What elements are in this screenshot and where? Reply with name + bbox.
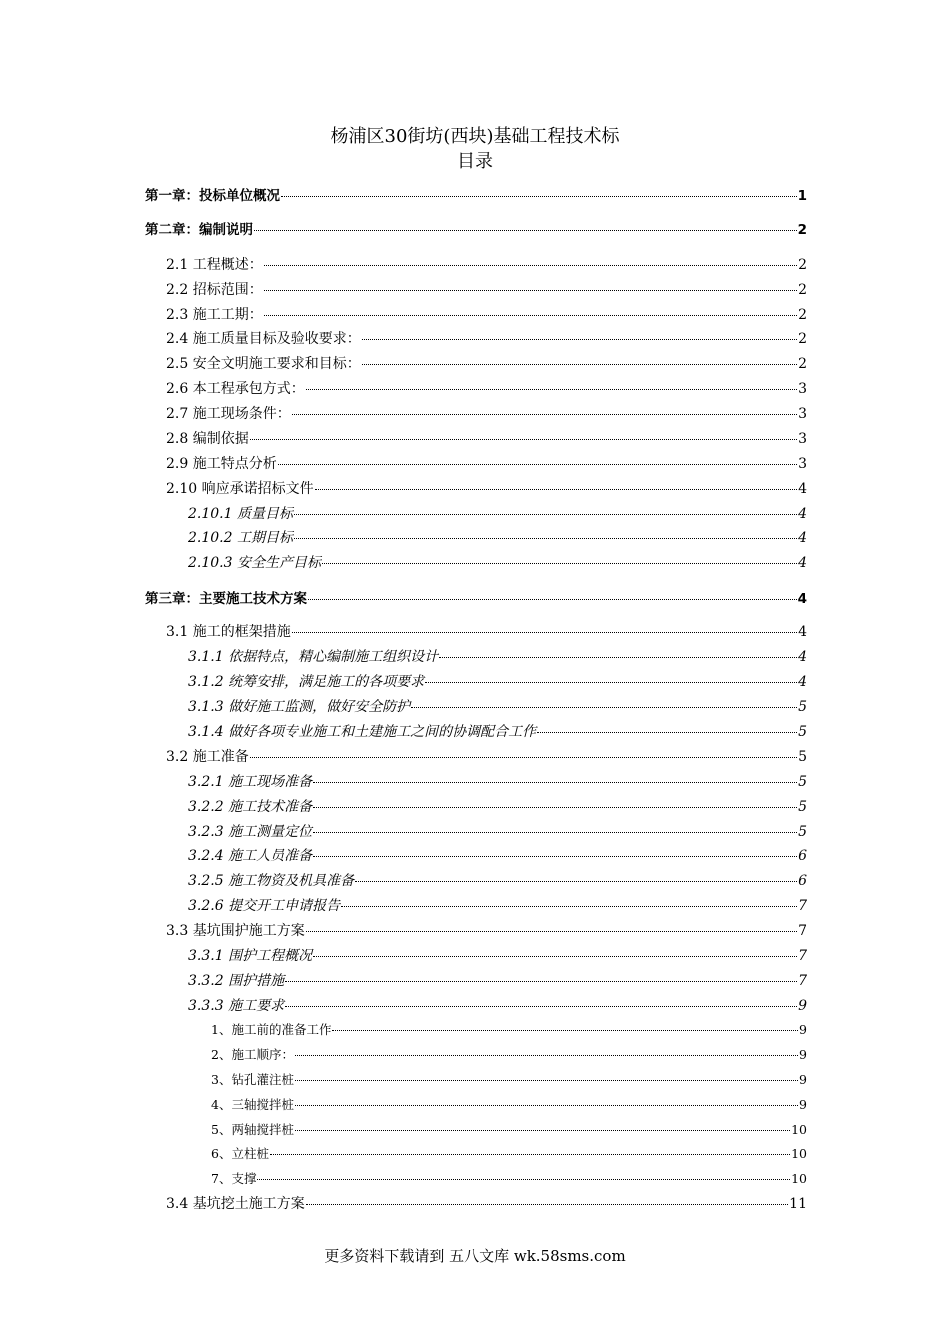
toc-entry[interactable]: 2.10.2 工期目标 4 xyxy=(188,530,807,546)
document-subtitle: 目录 xyxy=(457,151,493,172)
toc-entry[interactable]: 2.10.3 安全生产目标 4 xyxy=(188,555,807,571)
toc-entry[interactable]: 6、立柱桩 10 xyxy=(211,1146,807,1161)
toc-entry[interactable]: 1、施工前的准备工作 9 xyxy=(211,1022,807,1037)
toc-entry[interactable]: 3.2.5 施工物资及机具准备 6 xyxy=(188,873,807,889)
toc-entry[interactable]: 3.3 基坑围护施工方案 7 xyxy=(166,923,807,939)
toc-entry[interactable]: 3.3.3 施工要求 9 xyxy=(188,998,807,1014)
toc-entry[interactable]: 第三章：主要施工技术方案 4 xyxy=(145,591,807,607)
toc-entry[interactable]: 2.6 本工程承包方式： 3 xyxy=(166,381,807,397)
toc-entry[interactable]: 3.1 施工的框架措施 4 xyxy=(166,624,807,640)
toc-entry[interactable]: 第二章：编制说明 2 xyxy=(145,222,807,238)
toc-entry[interactable]: 2.4 施工质量目标及验收要求： 2 xyxy=(166,331,807,347)
toc-entry[interactable]: 3.4 基坑挖土施工方案 11 xyxy=(166,1196,807,1212)
toc-entry[interactable]: 7、支撑 10 xyxy=(211,1171,807,1186)
toc-entry[interactable]: 3.2.2 施工技术准备 5 xyxy=(188,799,807,815)
toc-entry[interactable]: 2、施工顺序： 9 xyxy=(211,1047,807,1062)
toc-entry[interactable]: 4、三轴搅拌桩 9 xyxy=(211,1097,807,1112)
toc-entry[interactable]: 2.10.1 质量目标 4 xyxy=(188,506,807,522)
toc-entry[interactable]: 3.2 施工准备 5 xyxy=(166,749,807,765)
toc-entry[interactable]: 3.1.2 统筹安排，满足施工的各项要求 4 xyxy=(188,674,807,690)
toc-entry[interactable]: 3、钻孔灌注桩 9 xyxy=(211,1072,807,1087)
toc-entry[interactable]: 2.3 施工工期： 2 xyxy=(166,307,807,323)
toc-entry[interactable]: 2.8 编制依据 3 xyxy=(166,431,807,447)
toc-entry[interactable]: 2.1 工程概述： 2 xyxy=(166,257,807,273)
document-title: 杨浦区30街坊(西块)基础工程技术标 xyxy=(330,126,620,147)
toc-entry[interactable]: 2.10 响应承诺招标文件 4 xyxy=(166,481,807,497)
toc-entry[interactable]: 3.2.6 提交开工申请报告 7 xyxy=(188,898,807,914)
toc-entry[interactable]: 3.2.4 施工人员准备 6 xyxy=(188,848,807,864)
toc-entry[interactable]: 2.5 安全文明施工要求和目标： 2 xyxy=(166,356,807,372)
toc-entry[interactable]: 3.2.1 施工现场准备 5 xyxy=(188,774,807,790)
toc-entry[interactable]: 3.1.3 做好施工监测，做好安全防护 5 xyxy=(188,699,807,715)
toc-entry[interactable]: 3.3.1 围护工程概况 7 xyxy=(188,948,807,964)
toc-entry[interactable]: 2.9 施工特点分析 3 xyxy=(166,456,807,472)
toc-entry[interactable]: 第一章：投标单位概况 1 xyxy=(145,188,807,204)
toc-entry[interactable]: 2.2 招标范围： 2 xyxy=(166,282,807,298)
toc-entry[interactable]: 3.3.2 围护措施 7 xyxy=(188,973,807,989)
footer-text: 更多资料下载请到 五八文库 wk.58sms.com xyxy=(324,1247,626,1265)
toc-entry[interactable]: 2.7 施工现场条件： 3 xyxy=(166,406,807,422)
toc-entry[interactable]: 3.1.4 做好各项专业施工和土建施工之间的协调配合工作 5 xyxy=(188,724,807,740)
toc-entry[interactable]: 3.1.1 依据特点，精心编制施工组织设计 4 xyxy=(188,649,807,665)
toc-entry[interactable]: 3.2.3 施工测量定位 5 xyxy=(188,824,807,840)
toc-entry[interactable]: 5、两轴搅拌桩 10 xyxy=(211,1122,807,1137)
